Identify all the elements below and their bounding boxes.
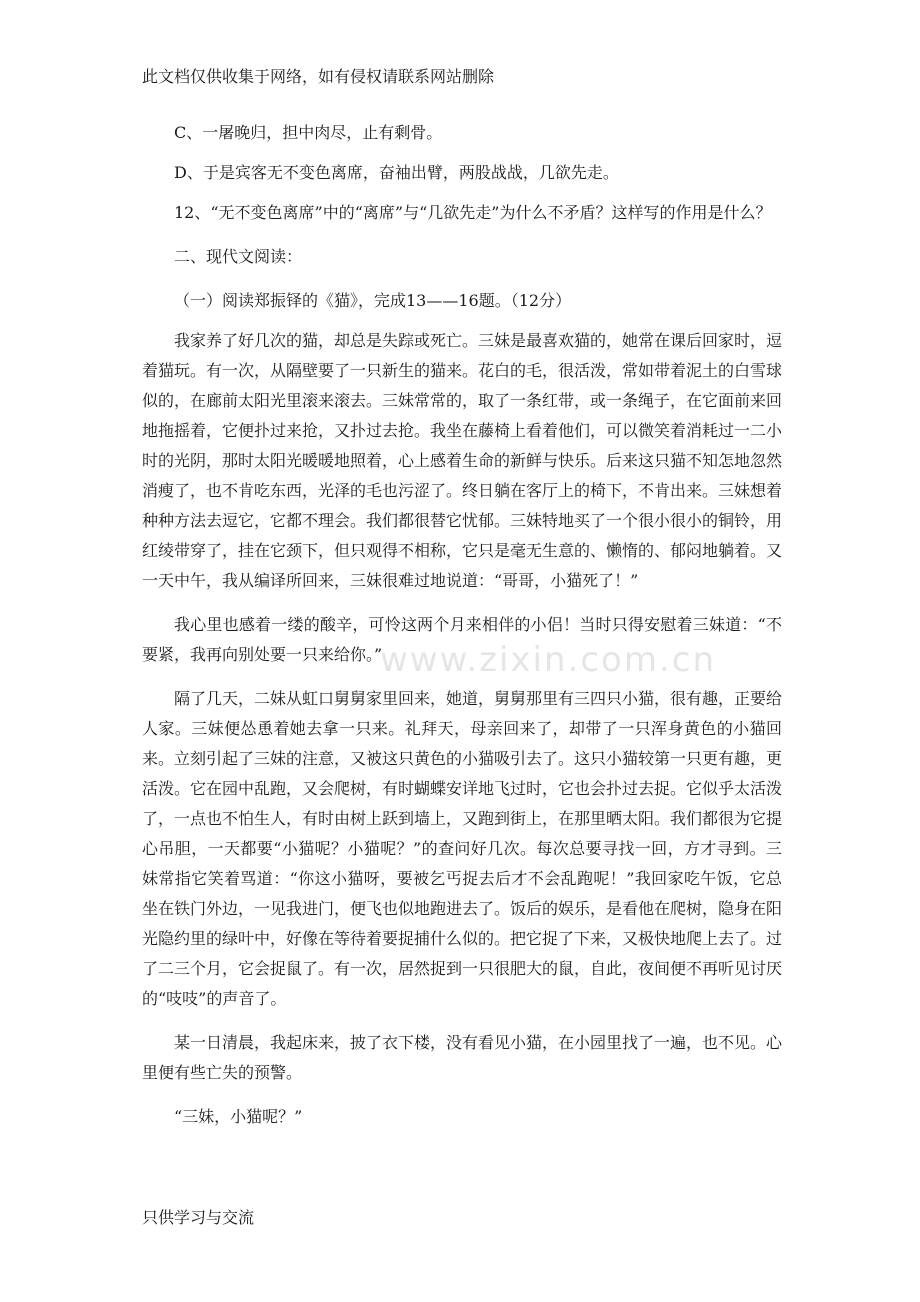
page-footer: 只供学习与交流 <box>142 1208 255 1227</box>
paragraph-1: 我家养了好几次的猫，却总是失踪或死亡。三妹是最喜欢猫的，她常在课后回家时，逗着猫玩。有一次，从隔壁要了一只新生的猫来。花白的毛，很活泼，常如带着泥土的白雪球似的，在廊前太阳光里滚来滚去。三妹常常的，取了一条红带，或一条绳子，在它面前来回地拖摇着，它便扑过来抢，又扑过去抢。我坐在藤椅上看着他们，可以微笑着消耗过一二小时的光阴，那时太阳光暖暖地照着，心上感着生命的新鲜与快乐。后来这只猫不知怎地忽然消瘦了，也不肯吃东西，光泽的毛也污涩了。终日躺在客厅上的椅下，不肯出来。三妹想着种种方法去逗它，它都不理会。我们都很替它忧郁。三妹特地买了一个很小很小的铜铃，用红绫带穿了，挂在它颈下，但只观得不相称，它只是毫无生意的、懒惰的、郁闷地躺着。又一天中午，我从编译所回来，三妹很难过地说道：“哥哥，小猫死了！” <box>142 331 783 590</box>
paragraph-2: 我心里也感着一缕的酸辛，可怜这两个月来相伴的小侣！当时只得安慰着三妹道：“不要紧，我再向别处要一只来给你。” <box>142 615 782 664</box>
option-d: D、于是宾客无不变色离席，奋袖出臂，两股战战，几欲先走。 <box>174 163 619 182</box>
section-heading-modern-reading: 二、现代文阅读： <box>174 247 303 266</box>
page-header: 此文档仅供收集于网络，如有侵权请联系网站删除 <box>142 67 495 86</box>
paragraph-4: 某一日清晨，我起床来，披了衣下楼，没有看见小猫，在小园里找了一遍，也不见。心里便有些亡失的预警。 <box>142 1033 783 1082</box>
watermark: www.zixin.com.cn <box>380 640 716 680</box>
subsection-heading: （一）阅读郑振铎的《猫》，完成13——16题。（12分） <box>174 291 572 310</box>
paragraph-3: 隔了几天，二妹从虹口舅舅家里回来，她道，舅舅那里有三四只小猫，很有趣，正要给人家。三妹便怂恿着她去拿一只来。礼拜天，母亲回来了，却带了一只浑身黄色的小猫回来。立刻引起了三妹的注意，又被这只黄色的小猫吸引去了。这只小猫较第一只更有趣，更活泼。它在园中乱跑，又会爬树，有时蝴蝶安详地飞过时，它也会扑过去捉。它似乎太活泼了，一点也不怕生人，有时由树上跃到墙上，又跑到街上，在那里晒太阳。我们都很为它提心吊胆，一天都要“小猫呢？小猫呢？”的查问好几次。每次总要寻找一回，方才寻到。三妹常指它笑着骂道：“你这小猫呀，要被乞丐捉去后才不会乱跑呢！”我回家吃午饭，它总坐在铁门外边，一见我进门，便飞也似地跑进去了。饭后的娱乐，是看他在爬树，隐身在阳光隐约里的绿叶中，好像在等待着要捉捕什么似的。把它捉了下来，又极快地爬上去了。过了二三个月，它会捉鼠了。有一次，居然捉到一只很肥大的鼠，自此，夜间便不再听见讨厌的“吱吱”的声音了。 <box>142 689 783 1008</box>
option-c: C、一屠晚归，担中肉尽，止有剩骨。 <box>174 123 443 142</box>
document-body <box>142 118 782 1146</box>
paragraph-5: “三妹，小猫呢？” <box>174 1107 303 1126</box>
question-12: 12、“无不变色离席”中的“离席”与“几欲先走”为什么不矛盾？这样写的作用是什么？ <box>174 203 772 222</box>
